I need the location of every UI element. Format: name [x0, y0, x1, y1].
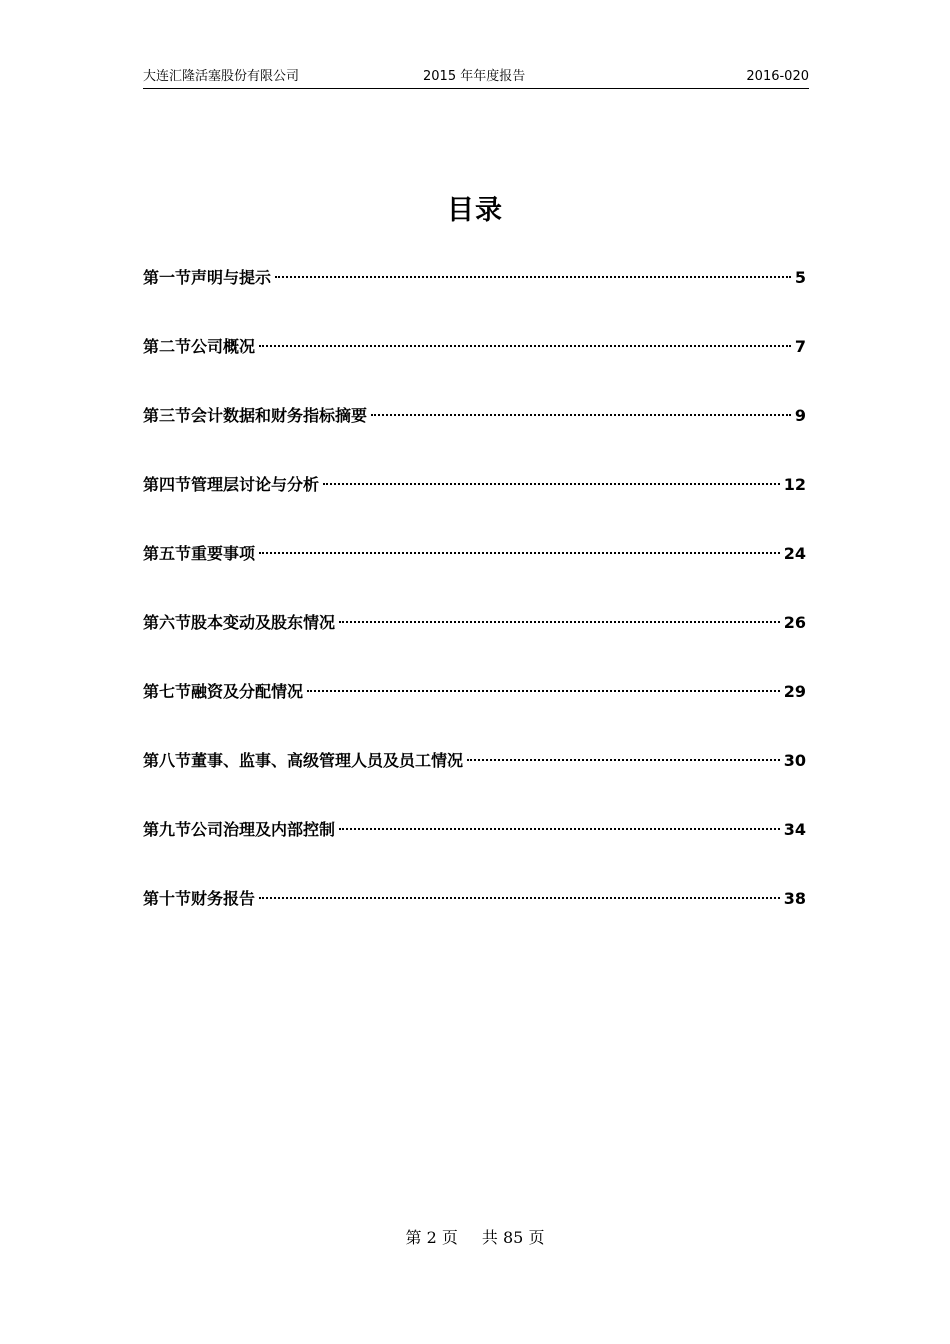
toc-leader-dots [259, 897, 780, 899]
toc-leader-dots [467, 759, 780, 761]
page-number: 第 2 页 [405, 1228, 458, 1247]
toc-leader-dots [339, 828, 780, 830]
toc-item-page: 38 [783, 889, 806, 908]
toc-item-label: 第五节重要事项 [143, 544, 256, 563]
toc-item-label: 第七节融资及分配情况 [143, 682, 304, 701]
toc-item-3[interactable] [143, 402, 806, 471]
table-of-contents [143, 264, 806, 954]
toc-item-page: 34 [783, 820, 806, 839]
page-header [143, 66, 809, 89]
company-name: 大连汇隆活塞股份有限公司 [143, 69, 300, 84]
toc-item-page: 12 [783, 475, 806, 494]
toc-item-label: 第九节公司治理及内部控制 [143, 820, 336, 839]
toc-item-label: 第三节会计数据和财务指标摘要 [143, 406, 368, 425]
toc-item-10[interactable] [143, 885, 806, 954]
toc-leader-dots [307, 690, 780, 692]
toc-item-1[interactable] [143, 264, 806, 333]
toc-leader-dots [323, 483, 780, 485]
toc-leader-dots [259, 345, 791, 347]
toc-item-page: 5 [794, 268, 806, 287]
report-title: 2015 年年度报告 [423, 69, 526, 84]
toc-leader-dots [371, 414, 791, 416]
toc-item-page: 30 [783, 751, 806, 770]
toc-item-9[interactable] [143, 816, 806, 885]
document-code: 2016-020 [746, 69, 809, 84]
page-footer [0, 1225, 950, 1248]
toc-item-4[interactable] [143, 471, 806, 540]
toc-item-label: 第八节董事、监事、高级管理人员及员工情况 [143, 751, 464, 770]
toc-leader-dots [339, 621, 780, 623]
total-pages: 共 85 页 [481, 1228, 545, 1247]
toc-item-7[interactable] [143, 678, 806, 747]
toc-item-page: 29 [783, 682, 806, 701]
toc-title: 目录 [447, 195, 503, 226]
toc-leader-dots [259, 552, 780, 554]
toc-item-label: 第一节声明与提示 [143, 268, 272, 287]
toc-item-6[interactable] [143, 609, 806, 678]
toc-item-page: 7 [794, 337, 806, 356]
toc-item-page: 26 [783, 613, 806, 632]
toc-item-label: 第六节股本变动及股东情况 [143, 613, 336, 632]
toc-item-label: 第十节财务报告 [143, 889, 256, 908]
toc-item-page: 24 [783, 544, 806, 563]
toc-leader-dots [275, 276, 791, 278]
toc-item-5[interactable] [143, 540, 806, 609]
toc-item-page: 9 [794, 406, 806, 425]
toc-item-label: 第四节管理层讨论与分析 [143, 475, 320, 494]
toc-item-8[interactable] [143, 747, 806, 816]
toc-item-label: 第二节公司概况 [143, 337, 256, 356]
toc-item-2[interactable] [143, 333, 806, 402]
